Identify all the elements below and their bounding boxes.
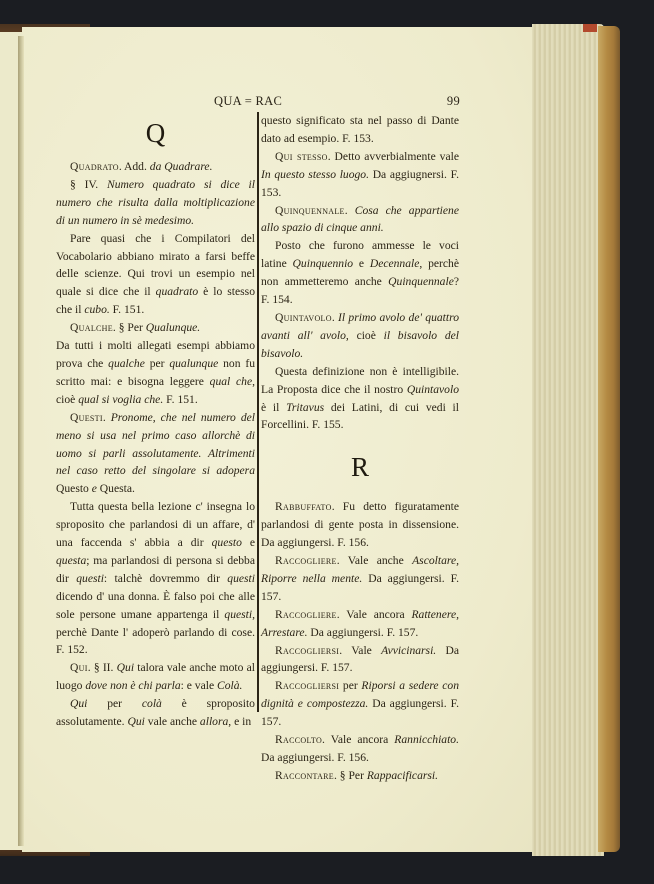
italic-text: questi bbox=[76, 571, 104, 585]
entry-text: e bbox=[353, 257, 370, 271]
dictionary-entry bbox=[261, 767, 459, 785]
entry-text: . § II. bbox=[87, 661, 117, 675]
entry-headword: Qui bbox=[70, 661, 88, 675]
italic-text: Quintavolo bbox=[406, 382, 459, 396]
entry-text: per bbox=[339, 679, 362, 693]
entry-headword: Raccolto bbox=[275, 733, 323, 747]
italic-text: Qualunque. bbox=[145, 321, 201, 335]
entry-text: , perchè non ammetteremo anche bbox=[261, 257, 459, 289]
entry-headword: Raccontare bbox=[275, 768, 334, 782]
entry-text: . Detto avverbialmente vale bbox=[327, 149, 459, 163]
dictionary-entry bbox=[261, 552, 459, 606]
entry-text: non fu scritto mai: e bisogna leggere bbox=[56, 356, 255, 388]
entry-text: cioè bbox=[348, 328, 384, 342]
entry-text: Questa definizione non è intelligibile. La Proposta dice che il nostro bbox=[261, 364, 459, 396]
italic-text: In questo stesso luogo. bbox=[261, 167, 369, 181]
entry-text: Pare quasi che i Compilatori del Vocabolario abbiano mirato a farsi beffe delle scienze. Qui trovi un esempio nel quale si dice che il bbox=[56, 231, 255, 299]
italic-text: Quinquennio bbox=[292, 257, 354, 271]
dictionary-entry bbox=[261, 237, 459, 309]
italic-text: dove non è chi parla bbox=[85, 679, 181, 693]
italic-text: Rappacificarsi. bbox=[366, 768, 439, 782]
italic-text: cubo. bbox=[84, 303, 110, 317]
italic-text: Riporsi a sedere con dignità e compostezza. bbox=[261, 679, 459, 711]
italic-text: Quinquennale bbox=[388, 275, 454, 289]
entry-text: Da aggiungersi. F. 157. bbox=[261, 697, 459, 729]
italic-text: da Quadrare. bbox=[149, 160, 213, 173]
section-letter-q: Q bbox=[145, 118, 166, 148]
dictionary-entry bbox=[261, 309, 459, 363]
italic-text: qualunque bbox=[169, 356, 219, 370]
entry-text: § IV. bbox=[70, 177, 107, 191]
italic-text: Qui bbox=[70, 697, 88, 711]
entry-text: per bbox=[144, 356, 170, 370]
italic-text: questo bbox=[211, 536, 242, 550]
entry-text: talora vale anche moto al luogo bbox=[56, 661, 255, 693]
dictionary-entry bbox=[261, 731, 459, 767]
section-letter-r: R bbox=[350, 452, 369, 483]
right-column bbox=[261, 112, 459, 785]
dictionary-entry bbox=[56, 409, 255, 499]
entry-text: è lo stesso che il bbox=[56, 285, 255, 317]
entry-text: Questa. bbox=[96, 482, 135, 496]
dictionary-entry bbox=[261, 677, 459, 731]
entry-headword: Quadrato bbox=[70, 160, 119, 173]
italic-text: qual che bbox=[209, 374, 253, 388]
book-binding-edge bbox=[598, 26, 620, 852]
page-header bbox=[60, 94, 460, 110]
dictionary-entry bbox=[56, 319, 255, 337]
entry-text: Posto che furono ammesse le voci latine bbox=[261, 239, 459, 271]
italic-text: il bisavolo del bisavolo. bbox=[261, 328, 459, 360]
dictionary-entry bbox=[261, 148, 459, 202]
entry-text: dei Latini, di cui vedi il Forcellini. F. 155. bbox=[261, 400, 459, 432]
column-rule bbox=[257, 112, 259, 712]
left-column bbox=[56, 112, 255, 731]
right-column-entries-r bbox=[261, 498, 459, 785]
dictionary-entry bbox=[56, 230, 255, 320]
entry-headword: Quinquennale bbox=[275, 203, 345, 217]
italic-text: Rannicchiato. bbox=[394, 733, 459, 747]
entry-text: . Vale bbox=[339, 643, 382, 657]
entry-text: vale anche bbox=[144, 715, 200, 729]
entry-text: . § Per bbox=[333, 768, 367, 782]
entry-headword: Quintavolo bbox=[275, 310, 332, 324]
entry-text: dicendo d' una donna. È falso poi che alle sole persone umane appartenga il bbox=[56, 589, 255, 621]
dictionary-entry bbox=[56, 498, 255, 659]
left-column-entries bbox=[56, 158, 255, 731]
dictionary-entry bbox=[261, 112, 459, 148]
entry-text: . Fu detto figuratamente parlandosi di gente posta in dissensione. Da aggiungersi. F. 156. bbox=[261, 500, 459, 550]
entry-headword: Qui stesso bbox=[275, 149, 328, 163]
italic-text: Il primo avolo de' quattro avanti all' avolo, bbox=[261, 310, 459, 342]
italic-text: Avvicinarsi. bbox=[381, 643, 437, 657]
entry-text: . Add. bbox=[118, 160, 150, 173]
entry-text: è il bbox=[261, 400, 287, 414]
italic-text: Numero quadrato si dice il numero che risulta dalla moltiplicazione di un numero in sè medesimo. bbox=[56, 177, 255, 227]
italic-text: Qui bbox=[116, 661, 135, 675]
dictionary-entry bbox=[56, 659, 255, 695]
dictionary-entry bbox=[261, 363, 459, 435]
entry-text: Da aggiungersi. F. 157. bbox=[261, 571, 459, 603]
entry-text: Tutta questa bella lezione c' insegna lo sproposito che parlandosi di un affare, d' una faccenda s' abbia a dir bbox=[56, 500, 255, 550]
italic-text: Tritavus bbox=[286, 400, 325, 414]
entry-text: F. 151. bbox=[109, 303, 145, 317]
entry-headword: Questi bbox=[70, 410, 103, 424]
italic-text: qual si voglia che. bbox=[78, 392, 164, 406]
italic-text: Qui bbox=[127, 715, 145, 729]
italic-text: Ascoltare, Riporre nella mente. bbox=[261, 554, 459, 585]
entry-text: Da aggiungersi. F. 157. bbox=[261, 643, 460, 675]
page-gutter bbox=[18, 36, 24, 846]
dictionary-entry bbox=[56, 158, 255, 176]
italic-text: quadrato bbox=[155, 285, 199, 299]
italic-text: qualche bbox=[108, 356, 145, 370]
entry-headword: Raccogliere bbox=[275, 607, 337, 621]
page-number: 99 bbox=[446, 94, 460, 108]
entry-text: Questo bbox=[56, 482, 92, 496]
dictionary-entry bbox=[261, 606, 459, 642]
entry-text: . § Per bbox=[112, 321, 146, 335]
entry-text: . Vale anche bbox=[336, 554, 413, 568]
entry-headword: Raccogliersi bbox=[275, 643, 340, 657]
entry-text: è sproposito assolutamente. bbox=[56, 697, 255, 729]
entry-text: : e vale bbox=[180, 679, 217, 693]
entry-text: questo significato sta nel passo di Dante dato ad esempio. F. 153. bbox=[261, 114, 459, 145]
italic-text: questi bbox=[227, 571, 255, 585]
dictionary-entry bbox=[56, 337, 255, 409]
dictionary-entry bbox=[56, 695, 255, 731]
bookmark-ribbon bbox=[583, 24, 597, 32]
italic-text: Colà. bbox=[217, 679, 243, 693]
entry-text: . bbox=[331, 310, 339, 324]
italic-text: allora bbox=[199, 715, 229, 729]
italic-text: questi, bbox=[224, 607, 255, 621]
dictionary-entry bbox=[261, 498, 459, 552]
entry-headword: Qualche bbox=[70, 321, 113, 335]
italic-text: e bbox=[91, 482, 97, 496]
entry-text: . bbox=[344, 203, 355, 217]
italic-text: Rattenere, Arrestare. bbox=[261, 607, 459, 639]
running-head: QUA = RAC bbox=[214, 94, 283, 108]
entry-headword: Rabbuffato bbox=[275, 500, 332, 514]
entry-text: . Vale ancora bbox=[322, 733, 395, 747]
entry-text: Da aggiungersi. F. 156. bbox=[261, 751, 369, 764]
entry-headword: Raccogliere bbox=[275, 554, 337, 568]
entry-text: perchè Dante l' adoperò parlando di cose. F. 152. bbox=[56, 625, 255, 657]
entry-text: : talchè dovremmo dir bbox=[103, 571, 228, 585]
italic-text: Pronome, che nel numero del meno si usa nel primo caso allorchè di uomo si parli assolutamente. Altrimenti nel caso retto del singolare si adopera bbox=[56, 410, 255, 478]
entry-text: F. 151. bbox=[163, 392, 198, 406]
entry-text: ; ma parlandosi di persona si debba dir bbox=[56, 553, 255, 585]
entry-text: . Vale ancora bbox=[336, 607, 412, 621]
entry-text: e bbox=[241, 536, 256, 550]
entry-text: . bbox=[102, 410, 111, 424]
italic-text: Decennale bbox=[369, 257, 420, 271]
italic-text: questa bbox=[56, 553, 87, 567]
right-column-entries-q bbox=[261, 112, 459, 434]
page-fore-edge bbox=[532, 24, 604, 856]
entry-text: , e in bbox=[228, 715, 252, 729]
entry-text: , cioè bbox=[56, 374, 255, 406]
entry-text: per bbox=[87, 697, 142, 711]
dictionary-entry bbox=[56, 176, 255, 230]
italic-text: colà bbox=[141, 697, 162, 711]
entry-text: Da aggiugnersi. F. 153. bbox=[261, 167, 459, 199]
dictionary-entry bbox=[261, 642, 459, 678]
entry-headword: Raccogliersi bbox=[275, 679, 340, 693]
entry-text: Da aggiungersi. F. 157. bbox=[307, 625, 419, 639]
entry-text: Da tutti i molti allegati esempi abbiamo prova che bbox=[56, 339, 255, 370]
entry-text: ? F. 154. bbox=[261, 275, 459, 307]
dictionary-entry bbox=[261, 202, 459, 238]
italic-text: Cosa che appartiene allo spazio di cinque anni. bbox=[261, 203, 459, 235]
